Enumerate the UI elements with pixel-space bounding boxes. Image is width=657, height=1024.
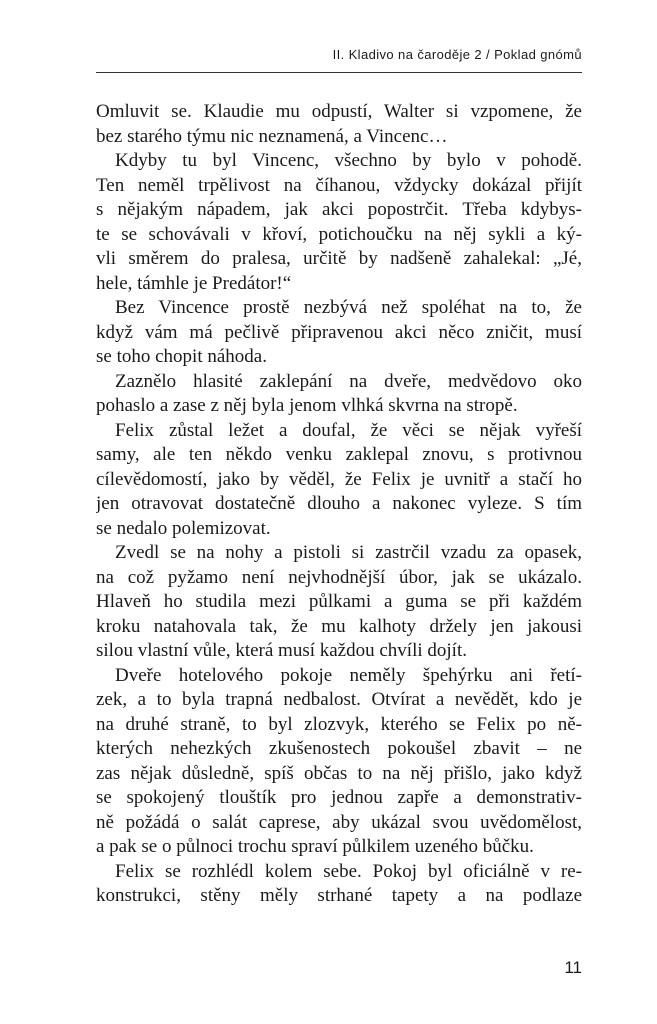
- text-line: konstrukci, stěny měly strhané tapety a na podlaze: [96, 885, 582, 906]
- text-line: kroku natahovala tak, že mu kalhoty držely jen jakousi: [96, 615, 582, 637]
- text-line: hele, támhle je Predátor!“: [96, 272, 292, 294]
- text-line: Omluvit se. Klaudie mu odpustí, Walter si vzpomene, že: [96, 101, 582, 122]
- page-number: 11: [564, 958, 582, 977]
- text-line: ně požádá o salát caprese, aby ukázal svou uvědomělost,: [96, 811, 582, 833]
- text-line: silou vlastní vůle, která musí každou chvíli dojít.: [96, 640, 467, 661]
- text-line: samy, ale ten někdo venku zaklepal znovu, s protivnou: [96, 444, 582, 465]
- text-line: bez starého týmu nic neznamená, a Vincenc…: [96, 125, 448, 147]
- text-line: jen otravovat dostatečně dlouho a nakonec vyleze. S tím: [96, 493, 582, 514]
- running-head: II. Kladivo na čaroděje 2 / Poklad gnómů: [332, 47, 582, 62]
- text-line: Ten neměl trpělivost na číhanou, vždycky dokázal přijít: [96, 174, 582, 196]
- text-line: zek, a to byla trapná nedbalost. Otvírat a nevědět, kdo je: [96, 689, 582, 710]
- text-line: Felix zůstal ležet a doufal, že věci se nějak vyřeší: [115, 419, 582, 441]
- text-line: na což pyžamo není nejvhodnější úbor, jak se ukázalo.: [96, 566, 582, 588]
- text-line: Zvedl se na nohy a pistoli si zastrčil vzadu za opasek,: [115, 542, 582, 563]
- text-line: Dveře hotelového pokoje neměly špehýrku ani řetí-: [115, 664, 582, 686]
- text-line: Hlaveň ho studila mezi půlkami a guma se při každém: [96, 591, 582, 612]
- text-line: te se schovávali v křoví, potichoučku na něj sykli a ký-: [96, 223, 582, 245]
- header-rule: [96, 72, 582, 73]
- text-line: zas nějak důsledně, spíš občas to na něj přišlo, jako když: [96, 762, 582, 784]
- text-line: kterých nehezkých zkušenostech pokoušel zbavit – ne: [96, 738, 582, 759]
- body-text: [96, 100, 582, 909]
- text-line: když vám má pečlivě připravenou akci něco zničit, musí: [96, 321, 582, 343]
- text-line: se nedalo polemizovat.: [96, 517, 271, 539]
- text-line: na druhé straně, to byl zlozvyk, kterého se Felix po ně-: [96, 713, 582, 735]
- text-line: a pak se o půlnoci trochu spraví půlkilem uzeného bůčku.: [96, 836, 534, 857]
- text-line: Kdyby tu byl Vincenc, všechno by bylo v pohodě.: [115, 150, 582, 171]
- text-line: Felix se rozhlédl kolem sebe. Pokoj byl oficiálně v re-: [115, 860, 582, 882]
- text-line: se toho chopit náhoda.: [96, 346, 267, 367]
- text-line: Bez Vincence prostě nezbývá než spoléhat na to, že: [115, 297, 582, 318]
- text-line: se spokojený tlouštík pro jednou zapře a demonstrativ-: [96, 787, 582, 808]
- text-line: pohaslo a zase z něj byla jenom vlhká skvrna na stropě.: [96, 395, 518, 416]
- text-line: vli směrem do pralesa, určitě by nadšeně zahalekal: „Jé,: [96, 248, 582, 269]
- text-line: cílevědomostí, jako by věděl, že Felix je uvnitř a stačí ho: [96, 468, 582, 490]
- text-line: s nějakým nápadem, jak akci popostrčit. Třeba kdybys-: [96, 199, 582, 220]
- text-line: Zaznělo hlasité zaklepání na dveře, medvědovo oko: [115, 370, 582, 392]
